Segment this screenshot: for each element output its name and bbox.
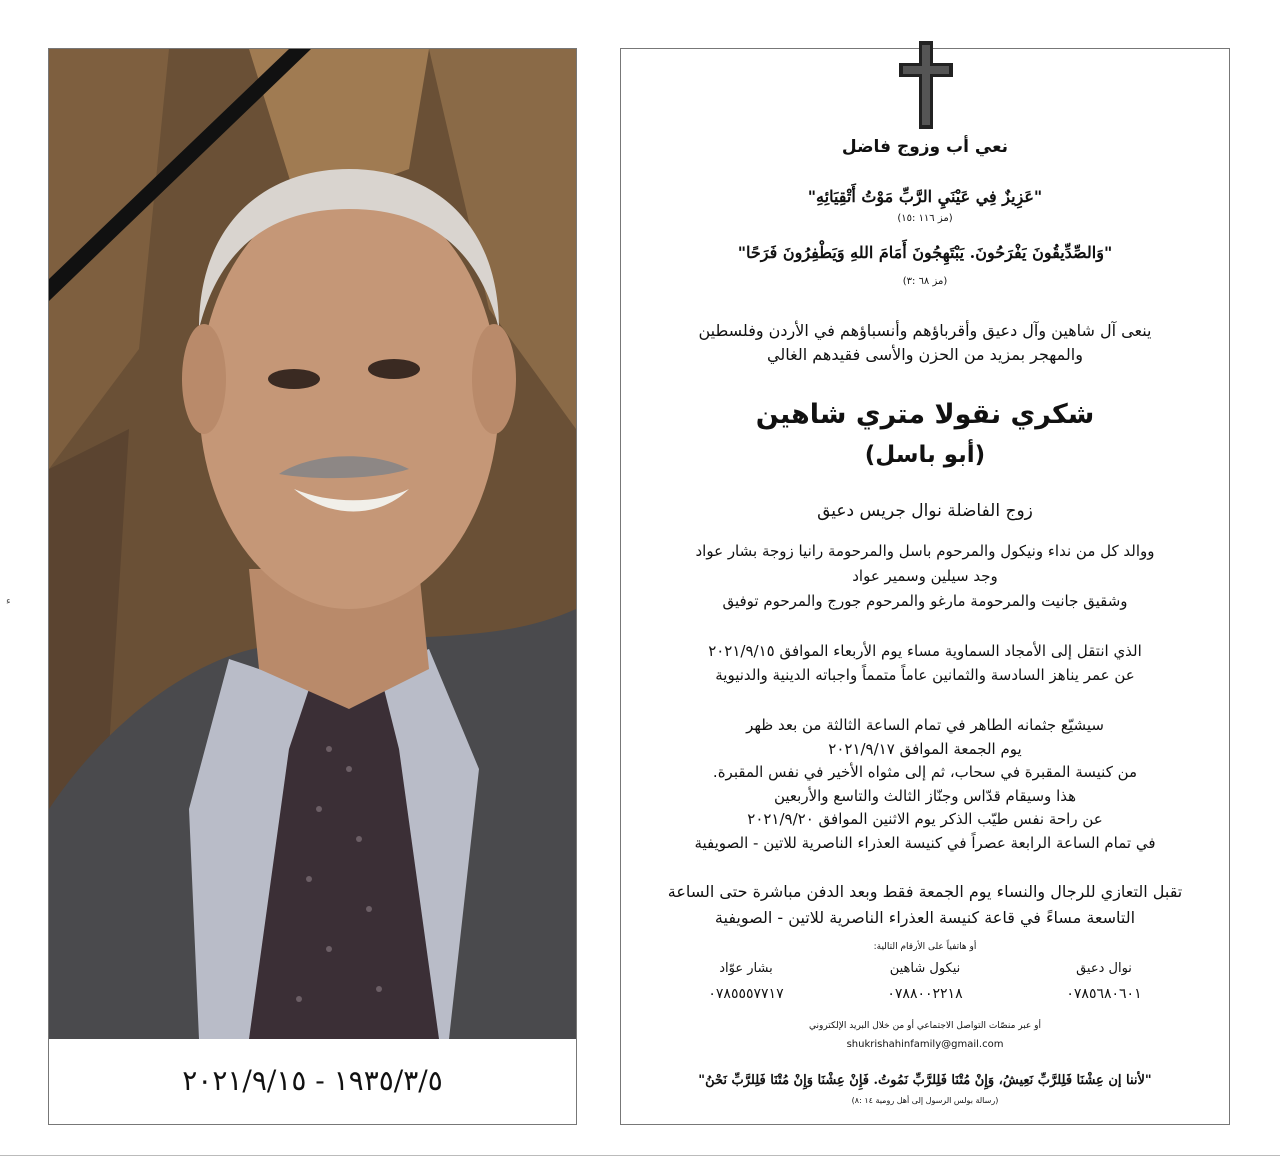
deceased-name: شكري نقولا متري شاهين (755, 399, 1095, 430)
deceased-nickname: (أبو باسل) (864, 442, 986, 468)
funeral-line: من كنيسة المقبرة في سحاب، ثم إلى مثواه الأخير في نفس المقبرة. (712, 763, 1138, 781)
contact-name: نوال دعيق (1076, 961, 1132, 976)
contact-item (1019, 961, 1189, 1002)
page-bottom-rule (0, 1155, 1280, 1156)
contacts-list (661, 961, 1189, 1002)
contact-phone[interactable]: ٠٧٨٥٥٥٧٧١٧ (708, 986, 784, 1002)
closing-verse: "لأننا إن عِشْنَا فَلِلرَّبِّ نَعِيشُ، وَإِنْ مُتْنَا فَلِلرَّبِّ نَمُوتُ. فَإِنْ عِشْنَا وَإِنْ مُتْنَا فَلِلرَّبِّ نَحْنُ" (698, 1073, 1152, 1088)
wife-line: زوج الفاضلة نوال جريس دعيق (817, 501, 1033, 521)
funeral-line: سيشيّع جثمانه الطاهر في تمام الساعة الثالثة من بعد ظهر (746, 716, 1104, 734)
family-line: وشقيق جانيت والمرحومة مارغو والمرحوم جورج والمرحوم توفيق (722, 592, 1128, 610)
portrait-illustration (49, 49, 576, 1039)
notice-heading: نعي أب وزوج فاضل (841, 137, 1009, 157)
funeral-line: هذا وسيقام قدّاس وجنّاز الثالث والتاسع والأربعين (773, 786, 1077, 805)
obituary-notice (620, 48, 1230, 1125)
scripture-quote-1: "عَزِيزٌ فِي عَيْنَيِ الرَّبِّ مَوْتُ أَتْقِيَائِهِ" (807, 187, 1043, 206)
condolences-paragraph (621, 879, 1229, 931)
funeral-line: يوم الجمعة الموافق ٢٠٢١/٩/١٧ (828, 739, 1022, 758)
scripture-ref-1: (مز ١١٦ :١٥) (897, 213, 953, 224)
cross-icon (899, 41, 953, 129)
phones-label: أو هاتفياً على الأرقام التالية: (873, 942, 977, 952)
contact-phone[interactable]: ٠٧٨٥٦٨٠٦٠١ (1066, 986, 1142, 1002)
passing-paragraph (621, 639, 1229, 687)
closing-verse-ref: (رسالة بولس الرسول إلى أهل رومية ١٤ :٨) (851, 1096, 999, 1105)
scripture-quote-2: "وَالصِّدِّيقُونَ يَفْرَحُونَ. يَبْتَهِجُونَ أَمَامَ اللهِ وَيَطْفِرُونَ فَرَحًا" (737, 243, 1113, 262)
email-link[interactable]: shukrishahinfamily@gmail.com (846, 1039, 1004, 1050)
passing-line: عن عمر يناهز السادسة والثمانين عاماً متمماً واجباته الدينية والدنيوية (715, 666, 1135, 684)
funeral-line: عن راحة نفس طيّب الذكر يوم الاثنين الموافق ٢٠٢١/٩/٢٠ (747, 810, 1103, 828)
intro-line: ينعى آل شاهين وآل دعيق وأقرباؤهم وأنسباؤهم في الأردن وفلسطين (698, 321, 1152, 340)
life-dates: ١٩٣٥/٣/٥ - ٢٠٢١/٩/١٥ (182, 1064, 443, 1097)
family-line: وجد سيلين وسمير عواد (852, 567, 998, 585)
funeral-line: في تمام الساعة الرابعة عصراً في كنيسة العذراء الناصرية للاتين - الصويفية (694, 833, 1156, 852)
photo-panel (48, 48, 577, 1125)
social-label: أو عبر منصّات التواصل الاجتماعي أو من خلال البريد الإلكتروني (808, 1021, 1042, 1031)
funeral-paragraph (621, 714, 1229, 855)
contact-phone[interactable]: ٠٧٨٨٠٠٢٢١٨ (887, 986, 963, 1002)
condolences-line: تقبل التعازي للرجال والنساء يوم الجمعة فقط وبعد الدفن مباشرة حتى الساعة (667, 882, 1183, 901)
contact-item (661, 961, 831, 1002)
margin-mark: ء (6, 596, 11, 607)
scripture-ref-2: (مز ٦٨ :٣) (902, 276, 948, 287)
portrait-photo (49, 49, 576, 1039)
passing-line: الذي انتقل إلى الأمجاد السماوية مساء يوم الأربعاء الموافق ٢٠٢١/٩/١٥ (708, 642, 1142, 660)
family-paragraph (621, 539, 1229, 614)
condolences-line: التاسعة مساءً في قاعة كنيسة العذراء الناصرية للاتين - الصويفية (714, 908, 1136, 927)
contact-item (840, 961, 1010, 1002)
contact-name: بشار عوّاد (719, 961, 773, 976)
intro-paragraph (621, 319, 1229, 367)
intro-line: والمهجر بمزيد من الحزن والأسى فقيدهم الغالي (767, 345, 1083, 364)
family-line: ووالد كل من نداء ونيكول والمرحوم باسل والمرحومة رانيا زوجة بشار عواد (695, 542, 1155, 560)
contact-name: نيكول شاهين (889, 961, 961, 976)
